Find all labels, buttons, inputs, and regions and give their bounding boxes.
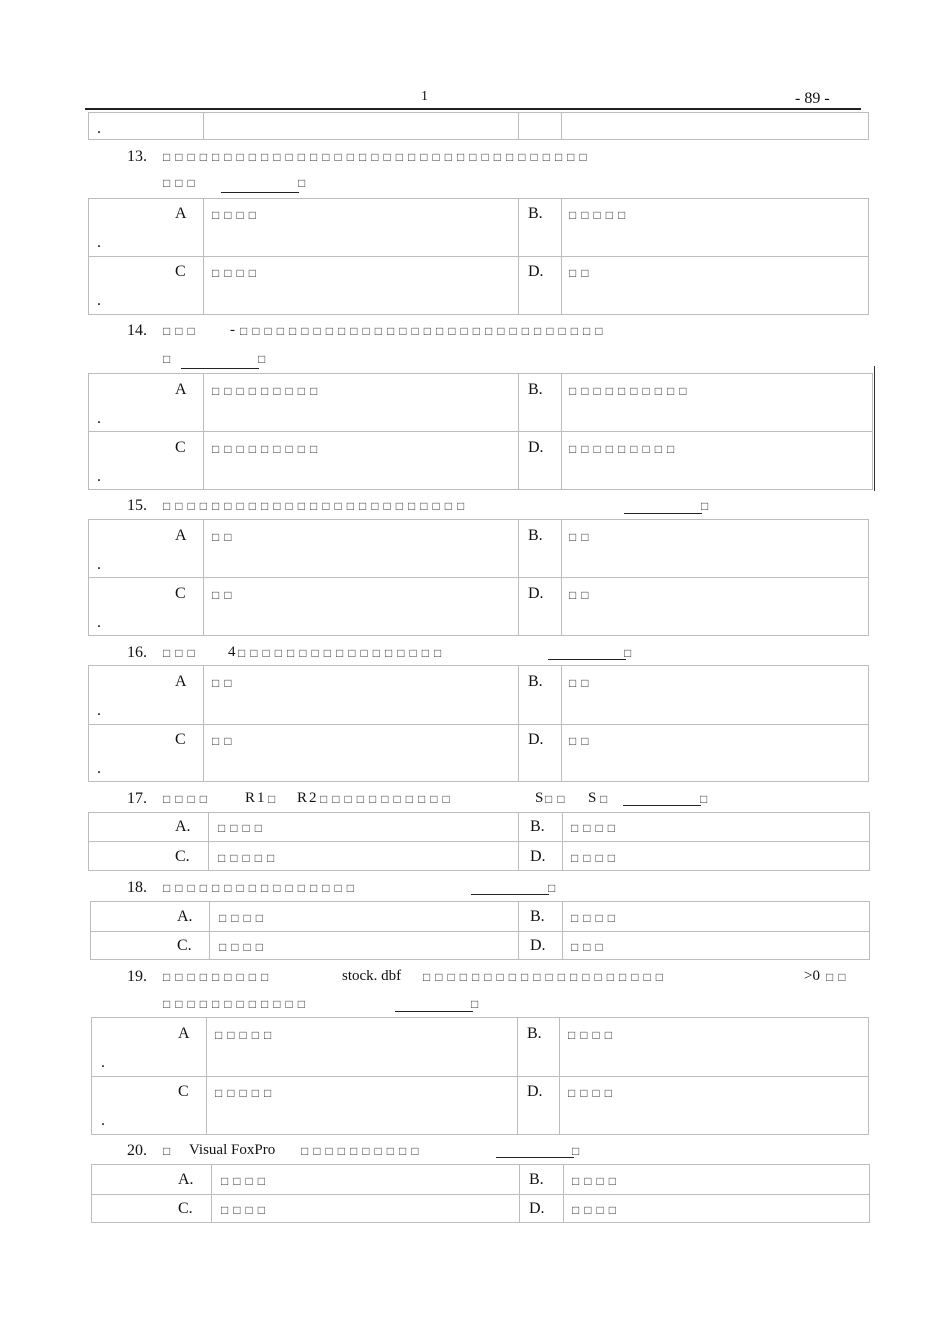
q20-option-c-text: □□□□ <box>221 1203 270 1217</box>
q16-number: 16. <box>127 644 147 661</box>
q17-option-c-label: C. <box>175 848 190 865</box>
q15-option-c-label: C <box>175 585 186 602</box>
q20-option-d-text: □□□□ <box>572 1203 621 1217</box>
q17-text-s2: S <box>588 790 599 806</box>
q13-option-a-text: □□□□ <box>212 208 261 222</box>
q20-text-vfp: Visual FoxPro <box>189 1142 276 1158</box>
q20-option-d-label: D. <box>529 1200 545 1217</box>
q18-option-c-label: C. <box>177 937 192 954</box>
q15-option-d-text: □□ <box>569 588 594 602</box>
q15-option-c-text: □□ <box>212 588 237 602</box>
q17-option-c-text: □□□□□ <box>218 851 280 865</box>
q19-option-c-label: C <box>178 1083 189 1100</box>
q19-text-a: □□□□□□□□□ <box>163 970 274 984</box>
top-fragment-dot: . <box>97 120 101 137</box>
q18-end: □ <box>548 881 561 895</box>
q16-option-b-text: □□ <box>569 676 594 690</box>
q13-option-d-text: □□ <box>569 266 594 280</box>
q13-end: □ <box>298 176 311 190</box>
q19-option-a-label: A <box>178 1025 190 1042</box>
q20-option-b-text: □□□□ <box>572 1174 621 1188</box>
q20-text-a: □ <box>163 1144 176 1158</box>
q15-text: □□□□□□□□□□□□□□□□□□□□□□□□□ <box>163 499 470 513</box>
q16-option-a-dot: . <box>97 702 101 719</box>
q17-text-s1: S <box>535 790 546 806</box>
q18-option-b-text: □□□□ <box>571 911 620 925</box>
q14-number: 14. <box>127 322 147 339</box>
q17-blank[interactable] <box>623 789 701 806</box>
q14-blank[interactable] <box>181 352 259 369</box>
q15-number: 15. <box>127 497 147 514</box>
q17-text-a: □□□□ <box>163 792 212 806</box>
q15-option-d-label: D. <box>528 585 544 602</box>
q13-option-d-label: D. <box>528 263 544 280</box>
q19-text-line2: □□□□□□□□□□□□ <box>163 997 310 1011</box>
q17-text-d: □□ <box>545 792 570 806</box>
q13-text-line1: □□□□□□□□□□□□□□□□□□□□□□□□□□□□□□□□□□□ <box>163 150 592 164</box>
q19-option-b-label: B. <box>527 1025 542 1042</box>
q14-option-a-dot: . <box>97 410 101 427</box>
q17-text-e: □ <box>600 792 613 806</box>
q13-option-c-label: C <box>175 263 186 280</box>
q14-option-c-label: C <box>175 439 186 456</box>
q17-option-a-text: □□□□ <box>218 821 267 835</box>
q13-option-c-text: □□□□ <box>212 266 261 280</box>
q14-text-line2: □ <box>163 352 176 366</box>
q20-text-b: □□□□□□□□□□ <box>301 1144 424 1158</box>
q13-option-a-label: A <box>175 205 187 222</box>
q17-option-b-text: □□□□ <box>571 821 620 835</box>
q16-option-c-text: □□ <box>212 734 237 748</box>
q18-option-a-text: □□□□ <box>219 911 268 925</box>
q17-number: 17. <box>127 790 147 807</box>
q18-option-b-label: B. <box>530 908 545 925</box>
q16-option-d-text: □□ <box>569 734 594 748</box>
q19-text-gt0: >0 <box>804 968 820 984</box>
q13-option-b-label: B. <box>528 205 543 222</box>
q18-option-d-label: D. <box>530 937 546 954</box>
q15-option-a-dot: . <box>97 556 101 573</box>
q20-blank[interactable] <box>496 1141 574 1158</box>
q20-number: 20. <box>127 1142 147 1159</box>
q17-text-c: □□□□□□□□□□□ <box>320 792 455 806</box>
q17-option-d-label: D. <box>530 848 546 865</box>
q19-text-stock: stock. dbf <box>342 968 402 984</box>
q19-option-d-label: D. <box>527 1083 543 1100</box>
q16-option-a-label: A <box>175 673 187 690</box>
top-fragment-table <box>88 112 869 140</box>
q19-option-c-text: □□□□□ <box>215 1086 277 1100</box>
q14-option-d-text: □□□□□□□□□ <box>569 442 680 456</box>
q14-option-a-text: □□□□□□□□□ <box>212 384 323 398</box>
q14-option-d-label: D. <box>528 439 544 456</box>
q16-option-c-label: C <box>175 731 186 748</box>
q17-option-b-label: B. <box>530 818 545 835</box>
q16-option-a-text: □□ <box>212 676 237 690</box>
q20-option-a-text: □□□□ <box>221 1174 270 1188</box>
q14-option-b-label: B. <box>528 381 543 398</box>
q19-text-c: □□ <box>826 970 851 984</box>
q20-option-b-label: B. <box>529 1171 544 1188</box>
page-number: - 89 - <box>795 90 830 107</box>
q19-option-d-text: □□□□ <box>568 1086 617 1100</box>
q13-option-a-dot: . <box>97 234 101 251</box>
q20-end: □ <box>572 1144 585 1158</box>
q13-text-line2: □□□ <box>163 176 200 190</box>
q13-number: 13. <box>127 148 147 165</box>
q15-option-b-label: B. <box>528 527 543 544</box>
q19-text-b: □□□□□□□□□□□□□□□□□□□□ <box>423 970 668 984</box>
q14-end: □ <box>258 352 271 366</box>
q15-option-a-label: A <box>175 527 187 544</box>
q14-option-c-text: □□□□□□□□□ <box>212 442 323 456</box>
q15-end: □ <box>701 499 714 513</box>
q18-option-d-text: □□□ <box>571 940 608 954</box>
q16-text-a: □□□ <box>163 646 200 660</box>
q18-number: 18. <box>127 879 147 896</box>
q17-text-b: □ <box>268 792 281 806</box>
q18-option-a-label: A. <box>177 908 193 925</box>
q17-end: □ <box>700 792 713 806</box>
q19-option-a-dot: . <box>101 1054 105 1071</box>
q14-option-a-label: A <box>175 381 187 398</box>
q14-option-c-dot: . <box>97 468 101 485</box>
q16-text-num: 4 <box>228 644 238 660</box>
header-rule <box>85 108 861 110</box>
q16-blank[interactable] <box>548 643 626 660</box>
q20-option-c-label: C. <box>178 1200 193 1217</box>
q17-option-d-text: □□□□ <box>571 851 620 865</box>
q19-option-b-text: □□□□ <box>568 1028 617 1042</box>
q18-blank[interactable] <box>471 878 549 895</box>
q15-option-a-text: □□ <box>212 530 237 544</box>
q14-text-line1b: □□□□□□□□□□□□□□□□□□□□□□□□□□□□□□ <box>240 324 608 338</box>
q13-option-b-text: □□□□□ <box>569 208 631 222</box>
q19-option-c-dot: . <box>101 1112 105 1129</box>
q19-option-a-text: □□□□□ <box>215 1028 277 1042</box>
q13-blank[interactable] <box>221 176 299 193</box>
header-center-text: 1 <box>421 89 428 104</box>
q15-option-b-text: □□ <box>569 530 594 544</box>
q18-text: □□□□□□□□□□□□□□□□ <box>163 881 359 895</box>
q16-option-c-dot: . <box>97 760 101 777</box>
q16-end: □ <box>624 646 637 660</box>
q15-option-c-dot: . <box>97 614 101 631</box>
q15-blank[interactable] <box>624 497 702 514</box>
q14-option-b-text: □□□□□□□□□□ <box>569 384 692 398</box>
q19-blank[interactable] <box>395 995 473 1012</box>
q17-option-a-label: A. <box>175 818 191 835</box>
q19-end: □ <box>471 997 484 1011</box>
q14-text-dash: - <box>230 322 237 338</box>
q16-text-b: □□□□□□□□□□□□□□□□□ <box>238 646 447 660</box>
q13-option-c-dot: . <box>97 292 101 309</box>
q17-text-r1: R1 <box>245 790 267 806</box>
q17-text-r2: R2 <box>297 790 319 806</box>
q18-option-c-text: □□□□ <box>219 940 268 954</box>
q20-option-a-label: A. <box>178 1171 194 1188</box>
q16-option-b-label: B. <box>528 673 543 690</box>
q16-option-d-label: D. <box>528 731 544 748</box>
q14-text-line1a: □□□ <box>163 324 200 338</box>
q19-number: 19. <box>127 968 147 985</box>
